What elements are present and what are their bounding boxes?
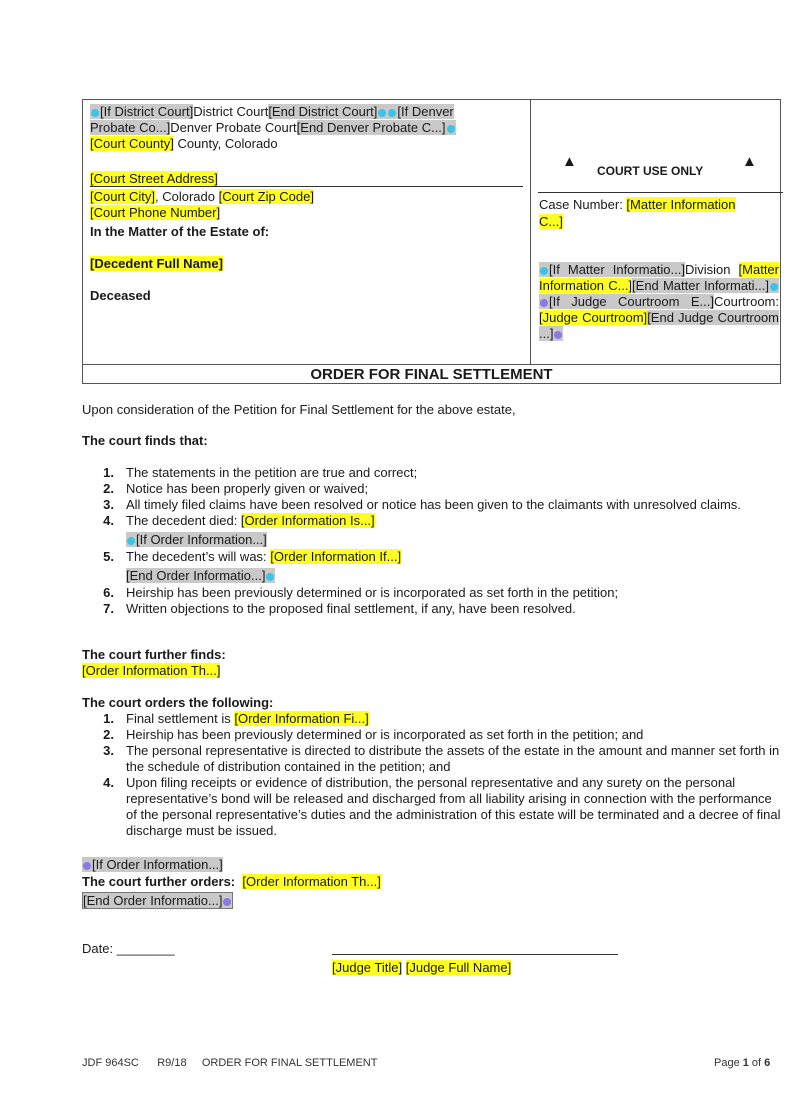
- field-if-denver-probate-cont[interactable]: Probate Co...]: [90, 120, 171, 135]
- field-will-status[interactable]: [Order Information If...]: [270, 549, 402, 564]
- list-item: 4. Upon filing receipts or evidence of distribution, the personal representative and any surety on the personal representative’s bond will be released and discharged from all liability arising in connection with the performance of the personal representative’s duties and the administration of this estate will be terminated and a decree of final discharge must be issued.: [103, 775, 781, 838]
- court-address-block: [90, 171, 526, 187]
- district-court-text: District Court: [193, 104, 269, 119]
- field-court-city[interactable]: [Court City]: [90, 189, 156, 204]
- footer-form-info: [82, 1057, 377, 1069]
- further-orders-line: [82, 874, 381, 890]
- marker-icon: [266, 573, 274, 581]
- marker-icon: [540, 267, 548, 275]
- page-number: 1: [742, 1057, 749, 1069]
- arrow-up-icon: ▲: [562, 153, 577, 170]
- date-blank[interactable]: ________: [116, 941, 175, 956]
- field-date-of-death[interactable]: [Order Information Is...]: [240, 513, 375, 528]
- court-name-block: [90, 104, 526, 152]
- field-division[interactable]: [Matter Information C...]: [539, 262, 779, 293]
- court-finds-heading: The court finds that:: [82, 433, 208, 448]
- further-finds-field[interactable]: [Order Information Th...]: [82, 663, 221, 678]
- form-revision: R9/18: [157, 1057, 187, 1069]
- court-orders-heading: The court orders the following:: [82, 695, 274, 710]
- further-orders-heading: The court further orders:: [82, 874, 236, 889]
- court-name-line-2: [90, 120, 526, 136]
- field-if-judge-courtroom[interactable]: [If Judge Courtroom E...]: [549, 294, 714, 309]
- court-use-only-label: COURT USE ONLY: [597, 164, 704, 178]
- field-case-number-cont[interactable]: C...]: [539, 214, 563, 229]
- field-judge-title[interactable]: [Judge Title]: [332, 960, 403, 975]
- list-item: 3. All timely filed claims have been resolved or notice has been given to the claimants with unresolved claims.: [103, 497, 741, 512]
- field-case-number[interactable]: [Matter Information: [626, 197, 736, 212]
- deceased-label: Deceased: [90, 288, 151, 303]
- list-item: 3. The personal representative is directed to distribute the assets of the estate in the amount and manner set forth in the schedule of distribution contained in the petition; and: [103, 743, 780, 774]
- page-total: 6: [764, 1057, 771, 1069]
- list-item: 1. Final settlement is [Order Information Fi...]: [103, 711, 369, 726]
- field-judge-courtroom[interactable]: [Judge Courtroom]: [539, 310, 648, 325]
- field-if-matter-info[interactable]: [If Matter Informatio...]: [549, 262, 685, 277]
- county-text: County, Colorado: [173, 136, 278, 151]
- court-county-line: [90, 136, 526, 152]
- matter-label: In the Matter of the Estate of:: [90, 224, 270, 239]
- marker-icon: [223, 898, 231, 906]
- field-further-orders[interactable]: [Order Information Th...]: [242, 874, 381, 889]
- field-court-phone[interactable]: [Court Phone Number]: [90, 205, 221, 220]
- field-end-judge-courtroom[interactable]: [End Judge Courtroom ...]: [539, 310, 780, 341]
- court-city-block: [90, 189, 526, 221]
- field-judge-full-name[interactable]: [Judge Full Name]: [405, 960, 512, 975]
- list-item: 4. The decedent died: [Order Information Is...]: [103, 513, 375, 528]
- page-title: ORDER FOR FINAL SETTLEMENT: [310, 366, 553, 383]
- field-end-matter-info[interactable]: [End Matter Informati...]: [632, 278, 769, 293]
- form-id: JDF 964SC: [82, 1057, 139, 1069]
- further-finds-heading: The court further finds:: [82, 647, 226, 662]
- marker-icon: [770, 283, 778, 291]
- date-label: Date:: [82, 941, 114, 956]
- arrow-up-icon: ▲: [742, 153, 757, 170]
- field-end-order-info[interactable]: [End Order Informatio...]: [126, 568, 266, 583]
- decedent-name-field[interactable]: [Decedent Full Name]: [90, 256, 223, 271]
- court-name-line-1: [90, 104, 526, 120]
- further-orders-end: [82, 893, 233, 909]
- further-orders-if: [82, 857, 223, 873]
- date-line: [82, 941, 175, 957]
- colorado-text: , Colorado: [155, 189, 219, 204]
- field-if-denver-probate[interactable]: [If Denver: [397, 104, 454, 119]
- field-court-zip[interactable]: [Court Zip Code]: [218, 189, 314, 204]
- list-item: [82, 568, 782, 584]
- signature-line: [332, 954, 618, 955]
- judge-signature-block: [332, 960, 511, 976]
- field-final-settlement[interactable]: [Order Information Fi...]: [234, 711, 369, 726]
- division-courtroom-block: [539, 262, 779, 342]
- field-court-street-address[interactable]: [Court Street Address]: [90, 171, 218, 186]
- denver-probate-court-text: Denver Probate Court: [170, 120, 297, 135]
- field-end-denver-probate[interactable]: [End Denver Probate C...]: [296, 120, 446, 135]
- court-use-separator: [538, 192, 783, 193]
- list-item: [82, 532, 782, 548]
- list-item: 5. The decedent’s will was: [Order Information If...]: [103, 549, 402, 564]
- field-if-order-info[interactable]: [If Order Information...]: [92, 857, 223, 872]
- marker-icon: [388, 109, 396, 117]
- courtroom-label: Courtroom:: [713, 294, 779, 309]
- field-end-order-info[interactable]: [End Order Informatio...]: [83, 893, 223, 908]
- case-number-block: [539, 196, 779, 230]
- footer-page-number: Page 1 of 6: [714, 1057, 771, 1069]
- orders-list: [82, 711, 782, 839]
- field-if-district-court[interactable]: [If District Court]: [100, 104, 194, 119]
- list-item: 2. Notice has been properly given or waived;: [103, 481, 369, 496]
- intro-text: Upon consideration of the Petition for Final Settlement for the above estate,: [82, 402, 516, 417]
- field-court-county[interactable]: [Court County]: [90, 136, 174, 151]
- list-item: 6. Heirship has been previously determined or is incorporated as set forth in the petition;: [103, 585, 619, 600]
- marker-icon: [554, 331, 562, 339]
- division-label: Division: [684, 262, 731, 277]
- caption-divider: [530, 99, 531, 364]
- field-end-district-court[interactable]: [End District Court]: [268, 104, 378, 119]
- marker-icon: [540, 299, 548, 307]
- marker-icon: [378, 109, 386, 117]
- marker-icon: [127, 537, 135, 545]
- list-item: 2. Heirship has been previously determined or is incorporated as set forth in the petition; and: [103, 727, 644, 742]
- footer-form-title: ORDER FOR FINAL SETTLEMENT: [201, 1057, 378, 1069]
- findings-list: [82, 465, 782, 617]
- list-item: 7. Written objections to the proposed final settlement, if any, have been resolved.: [103, 601, 576, 616]
- marker-icon: [447, 125, 455, 133]
- marker-icon: [83, 862, 91, 870]
- field-if-order-info[interactable]: [If Order Information...]: [136, 532, 267, 547]
- marker-icon: [91, 109, 99, 117]
- case-number-label: Case Number:: [539, 197, 627, 212]
- list-item: 1. The statements in the petition are true and correct;: [103, 465, 418, 480]
